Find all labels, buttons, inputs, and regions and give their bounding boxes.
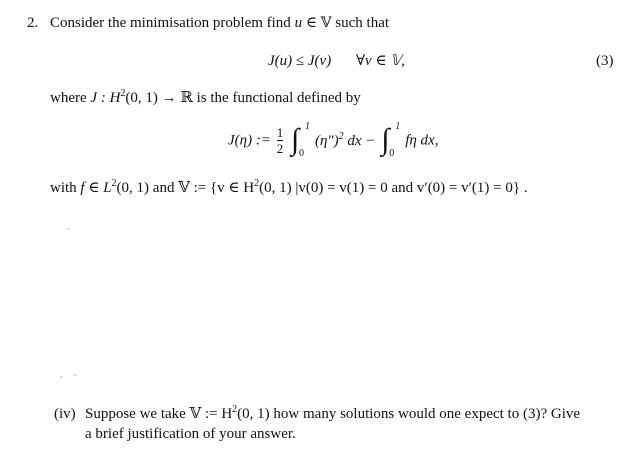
integral-upper-limit: 1: [395, 120, 401, 132]
integrand-1-pre: (η″): [314, 132, 339, 149]
question-number-text: 2.: [27, 15, 39, 31]
integral-sign-icon: ∫: [381, 122, 390, 156]
fraction-numerator: 1: [276, 125, 284, 141]
problem-forall: [356, 52, 405, 70]
one-half-fraction: [277, 126, 284, 155]
part-iv-line-1-post: (0, 1) how many solutions would one expect to (3)? Give: [237, 406, 581, 422]
integral-lower-limit: 0: [389, 147, 395, 159]
equation-tag-text: (3): [596, 53, 614, 69]
question-number: [27, 14, 38, 32]
with-sup: 2: [111, 178, 117, 189]
intro-post: such that: [331, 15, 390, 31]
with-text: with: [50, 180, 81, 196]
intro-space-V: 𝕍: [320, 15, 332, 31]
with-in: ∈ L: [84, 180, 112, 196]
problem-inequality: [268, 52, 331, 70]
problem-lhs: J(u) ≤ J(v): [268, 53, 332, 69]
part-iv-line-1: [85, 405, 580, 423]
functional-equation: [228, 118, 438, 162]
where-J: J: [90, 90, 98, 106]
fraction-denominator: 2: [276, 141, 284, 157]
question-intro: [50, 14, 389, 32]
functional-lhs: J(η) :=: [228, 132, 271, 149]
integral-lower-limit: 0: [298, 147, 304, 159]
functional-definition-intro: [50, 89, 361, 107]
part-iv-label: [54, 405, 76, 423]
space-definition: [50, 179, 528, 197]
integrand-1-post: dx −: [343, 132, 376, 149]
with-sup-2: 2: [254, 178, 260, 189]
integrand-2: fη dx,: [405, 132, 439, 149]
where-sup: 2: [120, 88, 126, 99]
with-mid: (0, 1) and 𝕍 := {v ∈ H: [116, 180, 255, 196]
integrand-1: [314, 130, 376, 149]
part-iv-line-1-sup: 2: [232, 404, 238, 415]
where-text: where: [50, 90, 91, 106]
part-iv-line-2-text: a brief justification of your answer.: [85, 426, 296, 442]
with-f: f: [80, 180, 85, 196]
intro-text: Consider the minimisation problem find: [50, 15, 295, 31]
part-iv-line-2: [85, 425, 296, 443]
integral-upper-limit: 1: [304, 120, 310, 132]
part-iv-label-text: (iv): [54, 406, 76, 422]
integral-sign-icon: ∫: [290, 122, 300, 156]
scan-smudge: [67, 228, 70, 230]
equation-tag: [596, 52, 614, 70]
first-integral: [289, 121, 315, 161]
second-integral: [379, 121, 405, 161]
where-domain: (0, 1) → ℝ is the functional defined by: [125, 90, 361, 106]
intro-var-u: u: [294, 15, 303, 31]
part-iv-line-1-pre: Suppose we take 𝕍 := H: [85, 406, 233, 422]
scan-smudge: [74, 374, 77, 376]
integrand-1-sup: 2: [338, 130, 344, 142]
with-post: (0, 1) |v(0) = v(1) = 0 and v′(0) = v′(1) = 0} .: [259, 180, 528, 196]
intro-in: ∈: [302, 15, 321, 31]
scan-smudge: [60, 376, 63, 378]
problem-forall-text: ∀v ∈ 𝕍,: [356, 53, 405, 69]
where-map: : H: [97, 90, 121, 106]
